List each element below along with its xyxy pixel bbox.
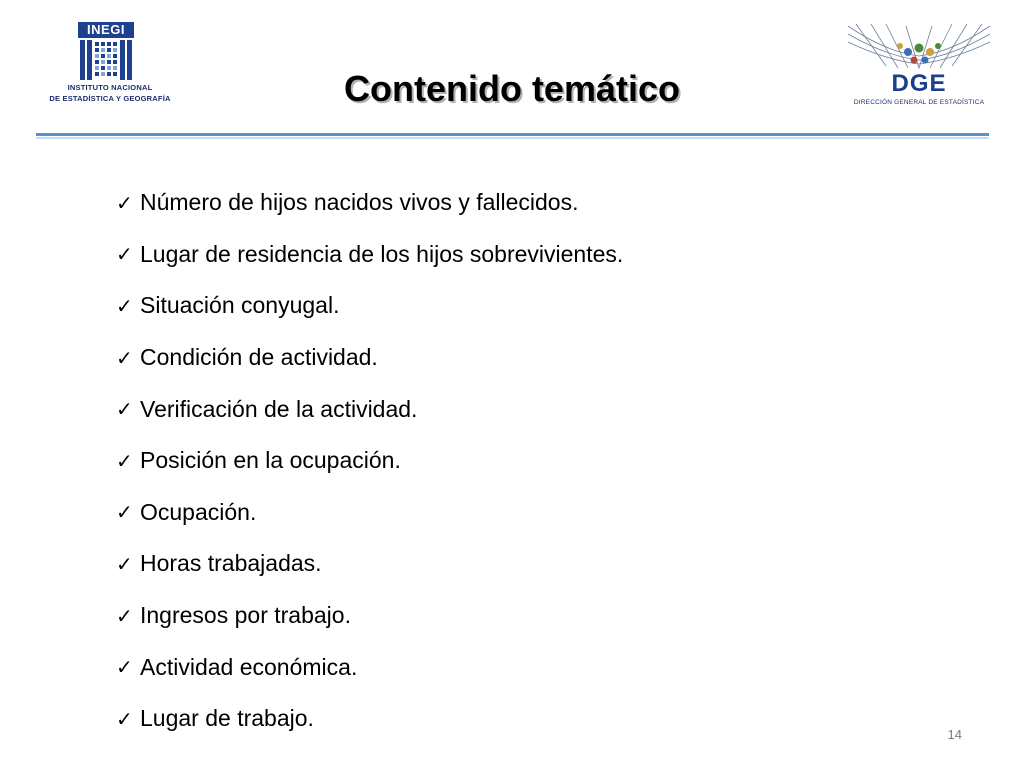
inegi-caption-line2: DE ESTADÍSTICA Y GEOGRAFÍA: [49, 94, 171, 103]
dge-logo-caption: DIRECCIÓN GENERAL DE ESTADÍSTICA: [853, 99, 985, 106]
topic-label: Condición de actividad.: [140, 344, 378, 371]
checkmark-icon: ✓: [116, 242, 133, 267]
topic-label: Posición en la ocupación.: [140, 447, 401, 474]
page-title: Contenido temático: [343, 68, 680, 109]
topic-item: [116, 177, 623, 229]
topic-item: [116, 641, 623, 693]
topic-label: Horas trabajadas.: [140, 550, 322, 577]
topic-label: Situación conyugal.: [140, 292, 340, 319]
inegi-logo: [36, 20, 184, 112]
topic-item: [116, 229, 623, 281]
checkmark-icon: ✓: [116, 190, 133, 215]
topic-label: Verificación de la actividad.: [140, 395, 418, 422]
topic-label: Número de hijos nacidos vivos y fallecidos.: [140, 189, 579, 216]
checkmark-icon: ✓: [116, 706, 133, 731]
topic-item: [116, 487, 623, 539]
header-divider: [36, 133, 989, 141]
topic-item: [116, 383, 623, 435]
checkmark-icon: ✓: [116, 655, 133, 680]
topic-item: [116, 590, 623, 642]
dge-logo: [846, 22, 992, 110]
topic-label: Ocupación.: [140, 498, 257, 525]
topic-item: [116, 332, 623, 384]
topic-label: Lugar de trabajo.: [140, 705, 314, 732]
dge-logo-letters: DGE: [891, 70, 947, 97]
checkmark-icon: ✓: [116, 500, 133, 525]
page-number: 14: [947, 727, 962, 742]
inegi-logo-caption: [36, 82, 184, 104]
checkmark-icon: ✓: [116, 448, 133, 473]
inegi-grid-icon: [78, 38, 134, 88]
topic-item: [116, 435, 623, 487]
topic-item: [116, 280, 623, 332]
checkmark-icon: ✓: [116, 603, 133, 628]
topic-label: Lugar de residencia de los hijos sobrevivientes.: [140, 240, 624, 267]
inegi-logo-word: INEGI: [78, 22, 134, 38]
checkmark-icon: ✓: [116, 397, 133, 422]
topic-item: [116, 538, 623, 590]
checkmark-icon: ✓: [116, 345, 133, 370]
checkmark-icon: ✓: [116, 551, 133, 576]
topic-list: [116, 177, 623, 745]
checkmark-icon: ✓: [116, 293, 133, 318]
topic-item: [116, 693, 623, 745]
topic-label: Actividad económica.: [140, 653, 358, 680]
topic-label: Ingresos por trabajo.: [140, 602, 351, 629]
inegi-caption-line1: INSTITUTO NACIONAL: [67, 83, 153, 92]
